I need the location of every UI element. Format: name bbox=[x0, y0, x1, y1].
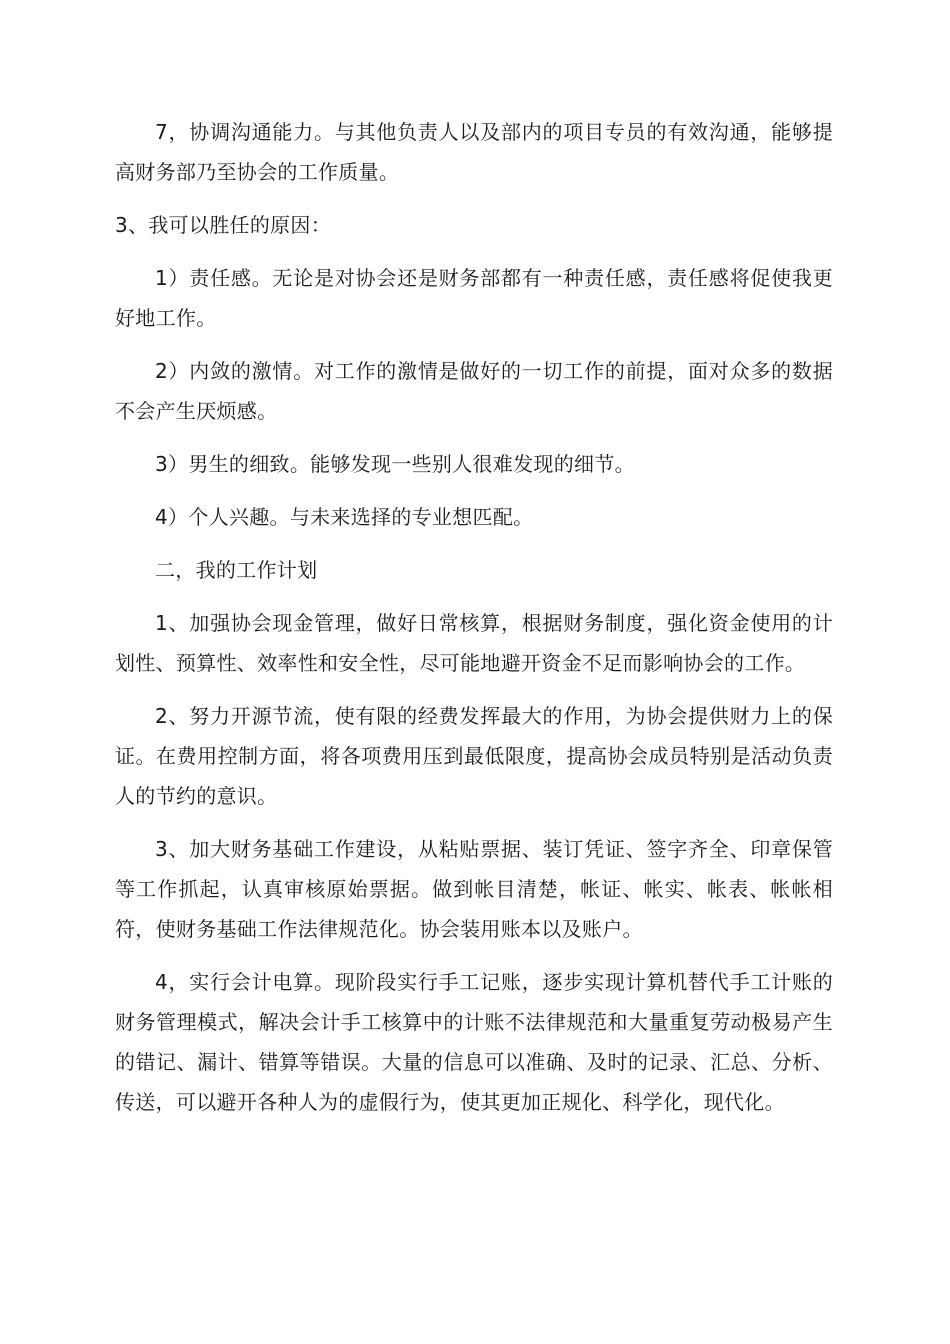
paragraph-plan-2: 2、努力开源节流，使有限的经费发挥最大的作用，为协会提供财力上的保证。在费用控制方面，将各项费用压到最低限度，提高协会成员特别是活动负责人的节约的意识。 bbox=[115, 704, 833, 808]
paragraph-plan-3: 3、加大财务基础工作建设，从粘贴票据、装订凭证、签字齐全、印章保管等工作抓起，认真审核原始票据。做到帐目清楚，帐证、帐实、帐表、帐帐相符，使财务基础工作法律规范化。协会装用账本以及账户。 bbox=[115, 837, 833, 941]
paragraph-reason-3: 3）男生的细致。能够发现一些别人很难发现的细节。 bbox=[155, 452, 635, 476]
paragraph-reason-1: 1）责任感。无论是对协会还是财务部都有一种责任感，责任感将促使我更好地工作。 bbox=[115, 266, 833, 330]
paragraph-reason-2: 2）内敛的激情。对工作的激情是做好的一切工作的前提，面对众多的数据不会产生厌烦感。 bbox=[115, 359, 833, 423]
paragraph-plan-1: 1、加强协会现金管理，做好日常核算，根据财务制度，强化资金使用的计划性、预算性、效率性和安全性，尽可能地避开资金不足而影响协会的工作。 bbox=[115, 611, 833, 675]
section-heading-work-plan: 二，我的工作计划 bbox=[155, 558, 318, 582]
paragraph-plan-4: 4，实行会计电算。现阶段实行手工记账，逐步实现计算机替代手工计账的财务管理模式，解决会计手工核算中的计账不法律规范和大量重复劳动极易产生的错记、漏计、错算等错误。大量的信息可以准确、及时的记录、汇总、分析、传送，可以避开各种人为的虚假行为，使其更加正规化、科学化，现代化。 bbox=[115, 970, 833, 1114]
document-body bbox=[115, 112, 833, 1135]
paragraph-reason-4: 4）个人兴趣。与未来选择的专业想匹配。 bbox=[155, 505, 534, 529]
paragraph-ability-7: 7，协调沟通能力。与其他负责人以及部内的项目专员的有效沟通，能够提高财务部乃至协会的工作质量。 bbox=[115, 120, 833, 184]
section-heading-reasons: 3、我可以胜任的原因： bbox=[115, 213, 332, 237]
